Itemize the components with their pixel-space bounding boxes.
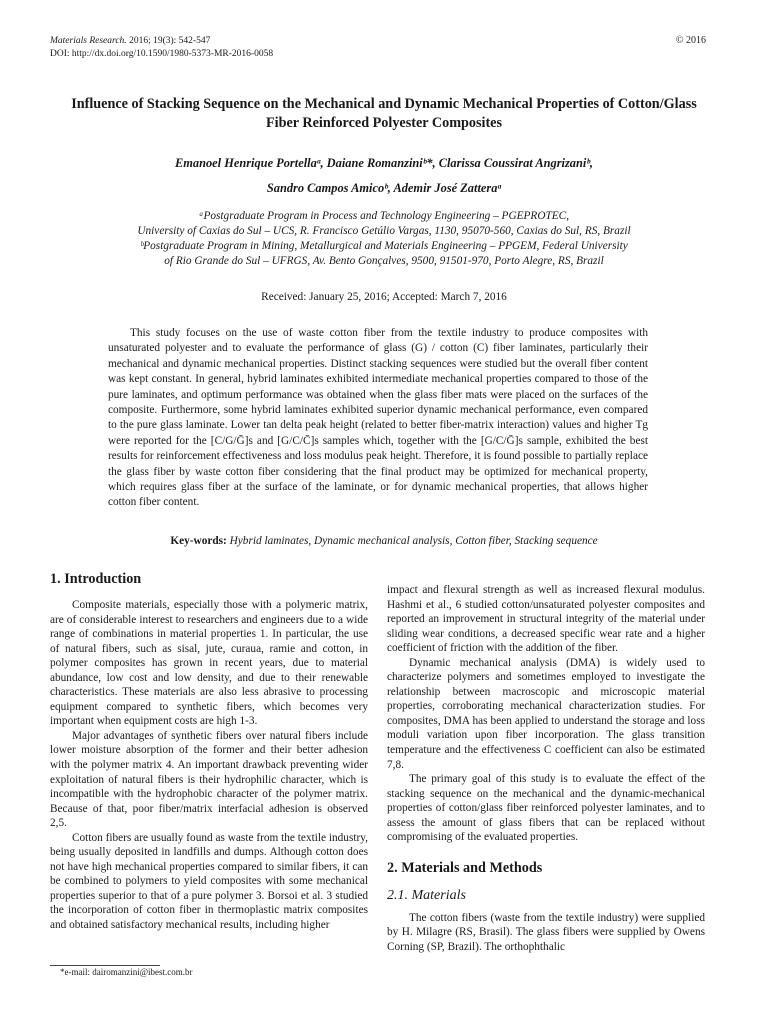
affiliation-line: of Rio Grande do Sul – UFRGS, Av. Bento Gonçalves, 9500, 91501-970, Porto Alegre, RS, Brazil [164, 255, 604, 267]
author-list [60, 151, 708, 201]
affiliation-line: University of Caxias do Sul – UCS, R. Francisco Getúlio Vargas, 1130, 95070-560, Caxias do Sul, RS, Brazil [137, 225, 631, 237]
affiliation-line: ᵇPostgraduate Program in Mining, Metallurgical and Materials Engineering – PPGEM, Federal University [140, 240, 628, 252]
right-column [387, 583, 705, 954]
journal-issue: 2016; 19(3): 542-547 [126, 36, 211, 46]
paragraph: Major advantages of synthetic fibers over natural fibers include lower moisture absorption of the former and their better adhesion with the polymer matrix 4. An important drawback preventing wider exploitation of natural fibers is their hydrophilic character, which is incompatible with the hydrophobic character of the polymer matrix. Because of that, poor fiber/matrix interfacial adhesion is observed 2,5. [50, 729, 368, 830]
paragraph: Dynamic mechanical analysis (DMA) is widely used to characterize polymers and sometimes employed to investigate the relationship between macroscopic and microscopic material properties, corroborating mechanical characterization studies. For composites, DMA has been applied to understand the storage and loss moduli variation upon fiber incorporation. The glass transition temperature and the effectiveness C coefficient can also be estimated 7,8. [387, 656, 705, 771]
paragraph: The primary goal of this study is to evaluate the effect of the stacking sequence on the mechanical and the dynamic-mechanical properties of cotton/glass fiber reinforced polyester laminates, and to assess the amount of glass fibers that can be replaced without compromising of the evaluated properties. [387, 773, 705, 844]
keywords-list: Hybrid laminates, Dynamic mechanical analysis, Cotton fiber, Stacking sequence [226, 535, 598, 547]
affiliation-line: ᵃPostgraduate Program in Process and Technology Engineering – PGEPROTEC, [198, 210, 570, 222]
paragraph: Composite materials, especially those with a polymeric matrix, are of considerable interest to researchers and engineers due to a wide range of combinations in material properties 1. In particular, the use of natural fibers, such as sisal, jute, curaua, ramie and cotton, in polymer composites has grown in recent years, due to material abundance, low cost and low density, and due to their renewable characteristics. These materials are also less abrasive to processing equipment compared to synthetic fibers, which becomes very important when equipment costs are high 1-3. [50, 599, 368, 728]
paper-title: Influence of Stacking Sequence on the Mechanical and Dynamic Mechanical Properties of Cotton/Glass Fiber Reinforced Polyester Composites [71, 96, 697, 131]
authors-line-2: Sandro Campos Amicoᵇ, Ademir José Zatteraᵃ [266, 181, 502, 195]
affiliations [70, 209, 698, 269]
journal-name: Materials Research. [50, 36, 127, 46]
paragraph: The cotton fibers (waste from the textile industry) were supplied by H. Milagre (RS, Brasil). The glass fibers were supplied by Owens Corning (SP, Brazil). The orthophthalic [387, 911, 705, 953]
corresponding-email[interactable]: *e-mail: dairomanzini@ibest.com.br [60, 967, 193, 977]
keywords-label: Key-words: [170, 535, 227, 547]
subsection-heading-materials: 2.1. Materials [387, 887, 466, 903]
paragraph: impact and flexural strength as well as increased flexural modulus. Hashmi et al., 6 studied cotton/unsaturated polyester composites and reported an improvement in structural integrity of the material under sliding wear conditions, a decreased specific wear rate and a higher coefficient of friction with the addition of the fiber. [387, 584, 705, 655]
journal-header [50, 35, 273, 61]
copyright: © 2016 [675, 35, 706, 46]
left-column [50, 570, 368, 933]
paragraph: Cotton fibers are usually found as waste from the textile industry, being usually deposited in landfills and dumps. Although cotton does not have high mechanical properties compared to similar fibers, it can be combined to polymers to yield composites with some mechanical properties superior to that of a pure polymer 3. Borsoi et al. 3 studied the incorporation of cotton fiber in thermoplastic matrix composites and obtained satisfactory mechanical results, including higher [50, 831, 368, 932]
footnote-rule [50, 965, 160, 966]
section-heading-introduction: 1. Introduction [50, 571, 142, 587]
keywords [60, 535, 708, 547]
doi-link[interactable]: DOI: http://dx.doi.org/10.1590/1980-5373-MR-2016-0058 [50, 49, 274, 59]
section-heading-methods: 2. Materials and Methods [387, 859, 543, 876]
received-dates: Received: January 25, 2016; Accepted: March 7, 2016 [261, 291, 507, 303]
abstract: This study focuses on the use of waste cotton fiber from the textile industry to produce composites with unsaturated polyester and to evaluate the performance of glass (G) / cotton (C) fiber laminates, particularly their mechanical and dynamic mechanical properties. Distinct stacking sequences were studied but the overall fiber content was kept constant. In general, hybrid laminates exhibited intermediate mechanical properties compared to those of the pure laminates, and optimum performance was obtained when the glass fiber mats were placed on the surfaces of the composite. Furthermore, some hybrid laminates exhibited superior dynamic mechanical performance, even compared to the pure glass laminate. Lower tan delta peak height (related to better fiber-matrix interaction) values and higher Tg were reported for the [C/G/Ḡ]s and [G/C/C̄]s samples which, together with the [G/C/Ḡ]s sample, exhibited the best results for reinforcement effectiveness and loss modulus peak height. Therefore, it is found possible to partially replace the glass fiber by waste cotton fiber considering that the final product may be optimized for mechanical property, which requires glass fiber at the surface of the laminate, or for dynamic mechanical properties, that allows higher cotton fiber content. [108, 327, 648, 509]
authors-line-1: Emanoel Henrique Portellaᵃ, Daiane Romanziniᵇ*, Clarissa Coussirat Angrizaniᵇ, [174, 156, 594, 170]
